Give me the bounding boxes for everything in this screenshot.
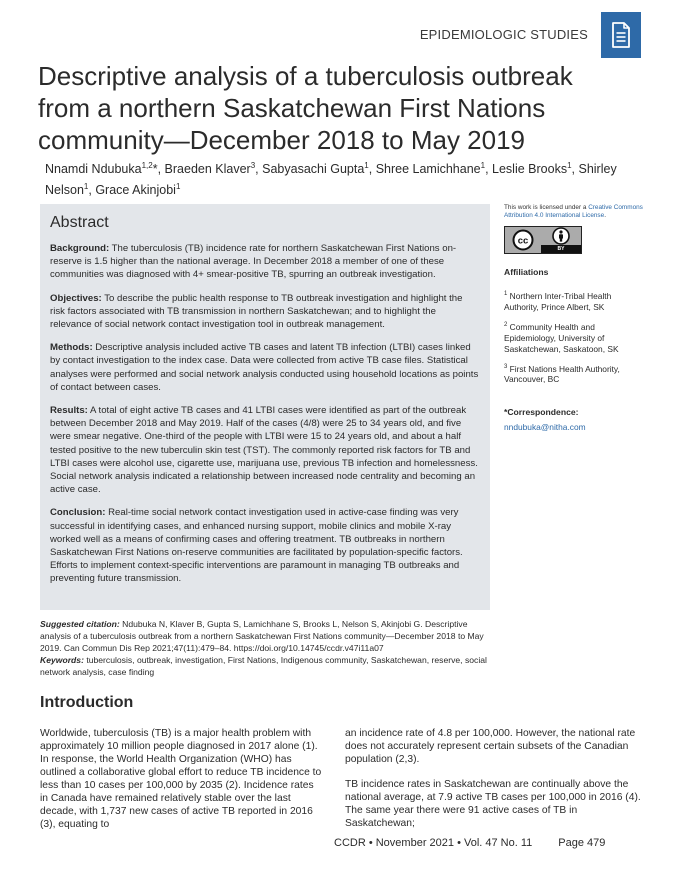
introduction-column-2 (345, 727, 645, 842)
author-affiliation-mark: 1 (480, 161, 486, 170)
affiliations-heading: Affiliations (504, 267, 549, 277)
section-label: EPIDEMIOLOGIC STUDIES (419, 27, 588, 42)
author: Shree Lamichhane$^1$, (375, 161, 493, 177)
affiliation: $^1$ Northern Inter-Tribal Health Authority, Prince Albert, SK (504, 290, 612, 312)
cc-icon (512, 229, 534, 251)
abstract-section (50, 506, 480, 585)
abstract-section-text: Descriptive analysis included active TB cases and latent TB infection (LTBI) cases linked by contact investigation to the index case. Data were collected from active TB case files. Statistical analyses were performed and social network analysis conducted using household locations as points of contact between cases. (50, 342, 479, 393)
corresponding-mark: * (152, 162, 158, 177)
page-footer (334, 837, 605, 849)
author-name: Shree Lamichhane (375, 162, 481, 177)
author-affiliation-mark: 1 (567, 161, 572, 170)
author: Braeden Klaver$^3$, (164, 161, 263, 177)
article-title: Descriptive analysis of a tuberculosis outbreak from a northern Saskatchewan First Nations community—December 2018 to May 2019 (38, 61, 573, 155)
author: Sabyasachi Gupta$^1$, (262, 161, 376, 177)
abstract-section-label: Conclusion: (50, 507, 106, 519)
introduction-column-1 (40, 727, 323, 843)
introduction-heading: Introduction (40, 694, 134, 711)
license-link[interactable]: Creative Commons Attribution 4.0 International License (504, 204, 643, 219)
affiliation: $^2$ Community Health and Epidemiology, University of Saskatchewan, Saskatoon, SK (504, 321, 619, 354)
abstract-heading: Abstract (50, 214, 109, 231)
author-affiliation-mark: 1,2 (141, 161, 153, 170)
body-paragraph: an incidence rate of 4.8 per 100,000. However, the national rate does not accurately represent certain subsets of the Canadian population (2,3). (345, 728, 636, 765)
abstract-section (50, 242, 480, 282)
author-list (45, 157, 625, 199)
author-name: Nnamdi Ndubuka (45, 162, 142, 177)
body-paragraph: TB incidence rates in Saskatchewan are continually above the national average, at 7.9 active TB cases per 100,000 in 2016 (4). The same year there were 91 active cases of TB in Saskatchewan; (345, 779, 641, 829)
abstract-section-label: Background: (50, 243, 110, 254)
author-name: Leslie Brooks (492, 162, 568, 177)
author: Leslie Brooks$^1$, (492, 161, 579, 177)
abstract-section-label: Objectives: (50, 292, 102, 304)
suggested-citation: Suggested citation: Ndubuka N, Klaver B, Gupta S, Lamichhane S, Brooks L, Nelson S, Akinjobi G. Descriptive analysis of a tuberculosis outbreak from a northern Saskatchewan First Nations community—December 2018 to May 2019. Can Commun Dis Rep 2021;47(11):479–84. https://doi.org/10.14745/ccdr.v47i11a07 (40, 619, 484, 653)
keywords: Keywords: tuberculosis, outbreak, investigation, First Nations, Indigenous community, Saskatchewan, reserve, social network analysis, case finding (40, 655, 487, 677)
author-name: Braeden Klaver (164, 162, 251, 177)
affiliation: $^3$ First Nations Health Authority, Vancouver, BC (504, 363, 620, 385)
document-icon (611, 22, 631, 48)
abstract-section-label: Results: (50, 405, 88, 417)
sidebar (504, 204, 644, 433)
author-affiliation-mark: 3 (250, 161, 256, 170)
abstract-section-text: A total of eight active TB cases and 41 LTBI cases were identified as part of the outbreak between December 2018 and May 2019. Half of the cases (4/8) were 25 to 34 years old, and five were smear negative. One-third of the people with LTBI were 15 to 24 years old, and about a half tested positive to the new tuberculin skin test (TST). The commonly reported risk factors for TB and LTBI cases were alcohol use, cigarette use, marijuana use, previous TB infection and homelessness. Social network analysis indicated a relationship between increased node centrality and becoming an active case. (50, 405, 478, 496)
abstract-section (50, 292, 480, 332)
svg-text:cc: cc (517, 235, 529, 247)
correspondence-heading: *Correspondence: (504, 407, 579, 418)
author-name: Grace Akinjobi (95, 183, 176, 198)
cc-by-badge[interactable] (504, 226, 582, 254)
abstract-section-text: Real-time social network contact investigation used in active-case finding was very successful in identifying cases, and enhanced nursing support, mobile clinics and mobile X-ray worked well as a means of confirming cases and offering treatment. TB outbreaks in northern Saskatchewan First Nations on-reserve communities are facilitated by population-specific factors. Efforts to implement context-specific interventions are paramount in managing TB outbreaks and preventing future transmission. (50, 507, 463, 585)
author-name: Sabyasachi Gupta (262, 162, 365, 177)
citation-block (40, 618, 495, 678)
author-affiliation-mark: 1 (364, 161, 369, 170)
abstract-section-label: Methods: (50, 342, 93, 354)
author: Shirley Nelson$^1$, (45, 162, 617, 198)
document-badge (601, 12, 641, 58)
attribution-icon (552, 227, 570, 245)
page-number: Page 479 (558, 837, 606, 849)
cc-by-label: BY (541, 245, 581, 253)
author-affiliation-mark: 1 (175, 182, 181, 192)
abstract-section (50, 404, 480, 496)
body-paragraph: Worldwide, tuberculosis (TB) is a major health problem with approximately 10 million people diagnosed in 2017 alone (1). In response, the World Health Organization (WHO) has outlined a collaborative global effort to reduce TB incidence to less than 10 cases per 100,000 by 2035 (2). Incidence rates in Canada have remained relatively stable over the last decade, with 1,737 new cases of active TB reported in 2016 (3), equating to (40, 728, 322, 830)
license-text: This work is licensed under a Creative Commons Attribution 4.0 International License. (504, 204, 643, 219)
abstract-box (40, 204, 490, 610)
author (95, 183, 180, 197)
journal-issue: CCDR • November 2021 • Vol. 47 No. 11 (334, 837, 533, 849)
abstract-section-text: The tuberculosis (TB) incidence rate for northern Saskatchewan First Nations on-reserve is 1.5 higher than the national average. In December 2018 a member of one of these communities was diagnosed with 4+ smear-positive TB, spurring an outbreak investigation. (50, 243, 457, 281)
abstract-section-text: To describe the public health response to TB outbreak investigation and highlight the risk factors associated with TB transmission in northern Saskatchewan; and to highlight the relevance of social network contact investigation tool in outbreak management. (50, 292, 463, 331)
abstract-section (50, 341, 480, 394)
correspondence-email[interactable]: nndubuka@nitha.com (504, 422, 586, 433)
author: Nnamdi Ndubuka$^{1,2}$*, (45, 161, 165, 177)
author-name: Shirley Nelson (45, 162, 617, 198)
author-affiliation-mark: 1 (83, 182, 89, 192)
